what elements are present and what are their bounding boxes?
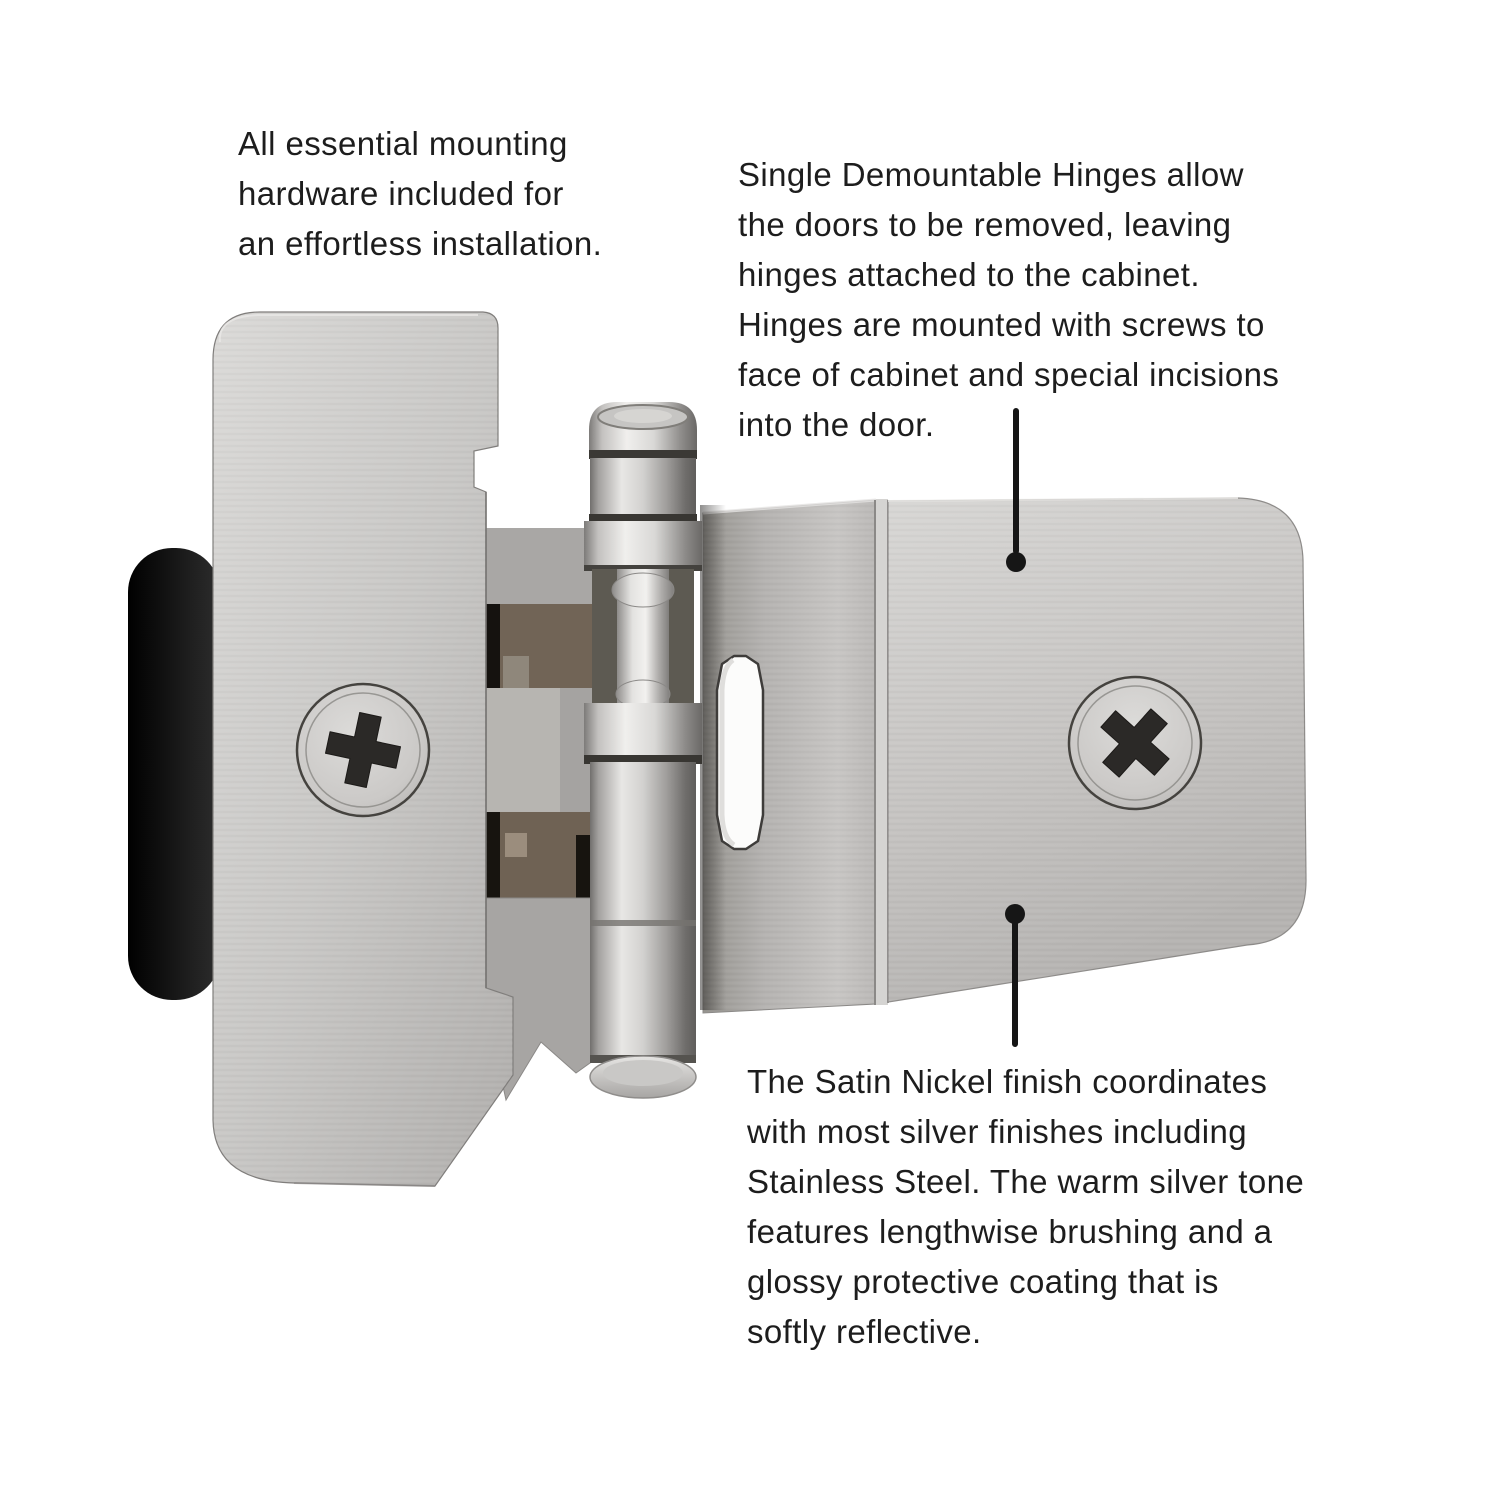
callout-text-line: hinges attached to the cabinet.	[738, 256, 1200, 293]
callout-mounting-hardware	[238, 119, 602, 269]
rubber-bumper-pad	[128, 548, 220, 1000]
callout-text-line: the doors to be removed, leaving	[738, 206, 1232, 243]
pointer-dot-top	[1006, 552, 1026, 572]
cabinet-wing-plate	[700, 498, 1306, 1013]
callout-text-line: an effortless installation.	[238, 225, 603, 262]
callout-text-line: softly reflective.	[747, 1313, 982, 1350]
callout-satin-nickel-finish	[747, 1057, 1304, 1357]
callout-text-line: hardware included for	[238, 175, 564, 212]
door-wing-plate	[213, 312, 513, 1186]
callout-text-line: Hinges are mounted with screws to	[738, 306, 1265, 343]
callout-text-line: with most silver finishes including	[747, 1113, 1248, 1150]
callout-text-line: The Satin Nickel finish coordinates	[747, 1063, 1268, 1100]
callout-text-line: into the door.	[738, 406, 935, 443]
hinge-pin-knuckle	[584, 402, 702, 1098]
callout-text-line: glossy protective coating that is	[747, 1263, 1219, 1300]
pointer-line-bottom	[1012, 920, 1018, 1047]
callout-text-line: features lengthwise brushing and a	[747, 1213, 1273, 1250]
callout-text-line: All essential mounting	[238, 125, 568, 162]
mounting-slot	[717, 656, 763, 849]
callout-demountable-feature	[738, 150, 1279, 450]
callout-text-line: face of cabinet and special incisions	[738, 356, 1280, 393]
callout-text-line: Stainless Steel. The warm silver tone	[747, 1163, 1305, 1200]
callout-text-line: Single Demountable Hinges allow	[738, 156, 1244, 193]
